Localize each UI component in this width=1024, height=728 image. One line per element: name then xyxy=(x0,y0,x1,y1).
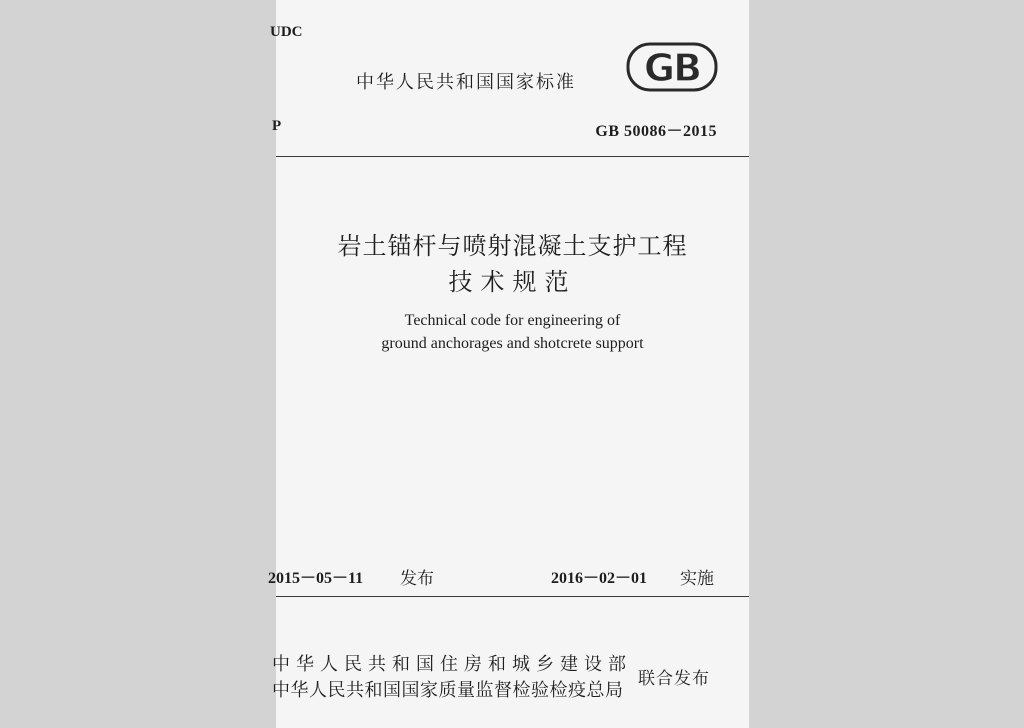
issuer-aqsiq: 中华人民共和国国家质量监督检验检疫总局 xyxy=(272,680,624,701)
gb-logo-text: GB xyxy=(643,46,701,90)
implement-label: 实施 xyxy=(680,569,714,589)
title-en-line1: Technical code for engineering of xyxy=(404,312,621,329)
standard-number: GB 50086－2015 xyxy=(595,123,717,140)
gb-logo xyxy=(626,42,718,92)
title-zh-line1: 岩土锚杆与喷射混凝土支护工程 xyxy=(337,232,688,260)
top-divider xyxy=(276,156,749,157)
udc-label: UDC xyxy=(270,24,303,40)
bottom-divider xyxy=(276,596,749,597)
issuer-ministry-housing: 中华人民共和国住房和城乡建设部 xyxy=(272,654,632,675)
implement-date: 2016－02－01 xyxy=(551,570,648,587)
joint-release-label: 联合发布 xyxy=(638,669,710,689)
publish-label: 发布 xyxy=(400,569,434,589)
title-zh-line2: 技术规范 xyxy=(448,268,577,296)
publish-date: 2015－05－11 xyxy=(268,570,364,587)
classification-mark: P xyxy=(272,118,282,134)
standard-cover-page xyxy=(268,0,749,728)
title-en-line2: ground anchorages and shotcrete support xyxy=(381,335,644,352)
national-standard-heading: 中华人民共和国国家标准 xyxy=(356,72,576,93)
